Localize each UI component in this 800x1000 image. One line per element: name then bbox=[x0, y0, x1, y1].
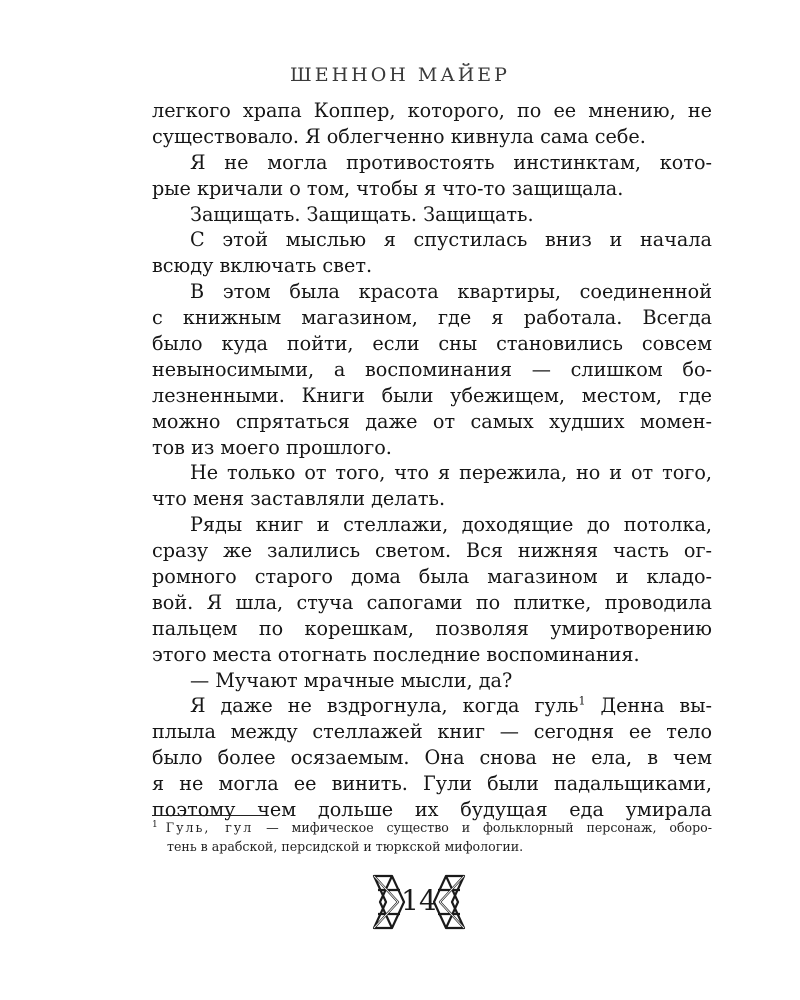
running-head-author: ШЕННОН МАЙЕР bbox=[290, 64, 510, 86]
text-line: сразу же залились светом. Вся нижняя часть ог- bbox=[152, 539, 712, 563]
footnote-line bbox=[152, 818, 712, 837]
text-line: можно спрятаться даже от самых худших момен- bbox=[152, 409, 712, 433]
text-line: я не могла ее винить. Гули были падальщиками, bbox=[152, 772, 712, 796]
footnote-reference: 1 bbox=[578, 695, 586, 709]
footnote bbox=[152, 818, 712, 856]
page-number-ornament bbox=[370, 872, 468, 932]
text-line: плыла между стеллажей книг — сегодня ее тело bbox=[152, 720, 712, 744]
dialogue-line: — Мучают мрачные мысли, да? bbox=[190, 668, 513, 692]
text-line: Защищать. Защищать. Защищать. bbox=[190, 202, 534, 226]
text-line: с книжным магазином, где я работала. Всегда bbox=[152, 306, 712, 330]
text-line-with-footnote bbox=[152, 693, 712, 719]
text-line: В этом была красота квартиры, соединенной bbox=[190, 280, 712, 304]
text-line: Я не могла противостоять инстинктам, кото- bbox=[190, 150, 712, 174]
page-number: 14 bbox=[401, 884, 437, 917]
text-fragment: Денна вы- bbox=[600, 694, 712, 718]
text-line: вой. Я шла, стуча сапогами по плитке, проводила bbox=[152, 590, 712, 614]
footnote-divider bbox=[152, 815, 265, 816]
text-line: С этой мыслью я спустилась вниз и начала bbox=[190, 228, 712, 252]
text-line: ромного старого дома была магазином и кладо- bbox=[152, 565, 712, 589]
text-line: рые кричали о том, чтобы я что-то защищала. bbox=[152, 176, 624, 200]
text-line: что меня заставляли делать. bbox=[152, 487, 446, 511]
text-line: легкого храпа Коппер, которого, по ее мнению, не bbox=[152, 99, 712, 122]
text-line: Ряды книг и стеллажи, доходящие до потолка, bbox=[190, 513, 712, 537]
text-line: поэтому чем дольше их будущая еда умирала bbox=[152, 798, 712, 822]
text-line: существовало. Я облегченно кивнула сама себе. bbox=[152, 124, 646, 148]
footnote-number: 1 bbox=[152, 819, 158, 830]
text-line: этого места отогнать последние воспоминания. bbox=[152, 642, 640, 666]
text-fragment: Я даже не вздрогнула, когда гуль bbox=[190, 694, 579, 718]
text-line: пальцем по корешкам, позволяя умиротворению bbox=[152, 616, 712, 640]
text-line: было куда пойти, если сны становились совсем bbox=[152, 332, 712, 356]
body-text bbox=[152, 98, 712, 823]
text-line: Не только от того, что я пережила, но и от того, bbox=[190, 461, 712, 485]
text-line: лезненными. Книги были убежищем, местом, где bbox=[152, 383, 712, 407]
footnote-line: тень в арабской, персидской и тюркской мифологии. bbox=[167, 839, 524, 854]
text-line: тов из моего прошлого. bbox=[152, 435, 392, 459]
footnote-definition: — мифическое существо и фольклорный персонаж, оборо- bbox=[253, 820, 713, 835]
text-line: невыносимыми, а воспоминания — слишком бо- bbox=[152, 357, 712, 381]
text-line: всюду включать свет. bbox=[152, 254, 373, 278]
text-line: было более осязаемым. Она снова не ела, в чем bbox=[152, 746, 712, 770]
footnote-term: Гуль, гул bbox=[165, 820, 254, 835]
